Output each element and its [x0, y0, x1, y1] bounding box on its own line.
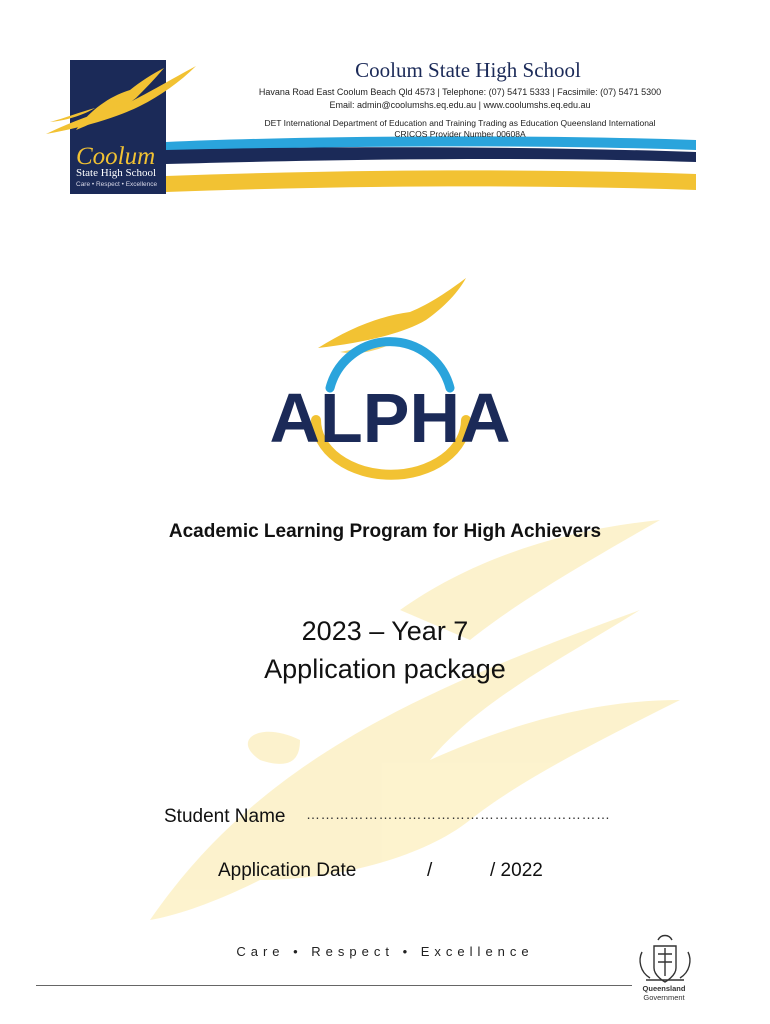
- student-name-label: Student Name: [164, 806, 286, 827]
- cricos-line: DET International Department of Education and Training Trading as Education Queensland International: [264, 118, 656, 128]
- school-name: Coolum State High School: [355, 58, 581, 82]
- date-year: / 2022: [490, 860, 543, 881]
- logo-wing-icon: [40, 62, 200, 142]
- logo-word: Coolum: [76, 143, 156, 170]
- program-name: Academic Learning Program for High Achievers: [168, 521, 602, 542]
- alpha-wordmark: ALPHA: [269, 379, 511, 457]
- package-title: Application package: [264, 654, 506, 684]
- package-year: 2023 – Year 7: [301, 616, 469, 646]
- contact-line: Havana Road East Coolum Beach Qld 4573 | Telephone: (07) 5471 5333 | Facsimile: (07) 5471 5300: [258, 87, 662, 97]
- contact-line: Email: admin@coolumshs.eq.edu.au | www.coolumshs.eq.edu.au: [329, 100, 591, 110]
- student-name-field[interactable]: ………………………………………………………: [306, 806, 611, 822]
- queensland-government-wordmark: [634, 985, 694, 1002]
- date-separator: /: [427, 860, 433, 881]
- government-line-2: Government: [643, 992, 685, 1002]
- logo-motto: Care • Respect • Excellence: [76, 181, 158, 188]
- government-line-1: Queensland: [642, 984, 686, 993]
- alpha-logo: [230, 270, 550, 510]
- cricos-line: CRICOS Provider Number 00608A: [394, 129, 526, 139]
- footer-divider: [36, 985, 632, 986]
- footer-motto: Care • Respect • Excellence: [236, 944, 534, 959]
- logo-subtitle: State High School: [76, 167, 157, 179]
- application-date-label: Application Date: [218, 860, 357, 881]
